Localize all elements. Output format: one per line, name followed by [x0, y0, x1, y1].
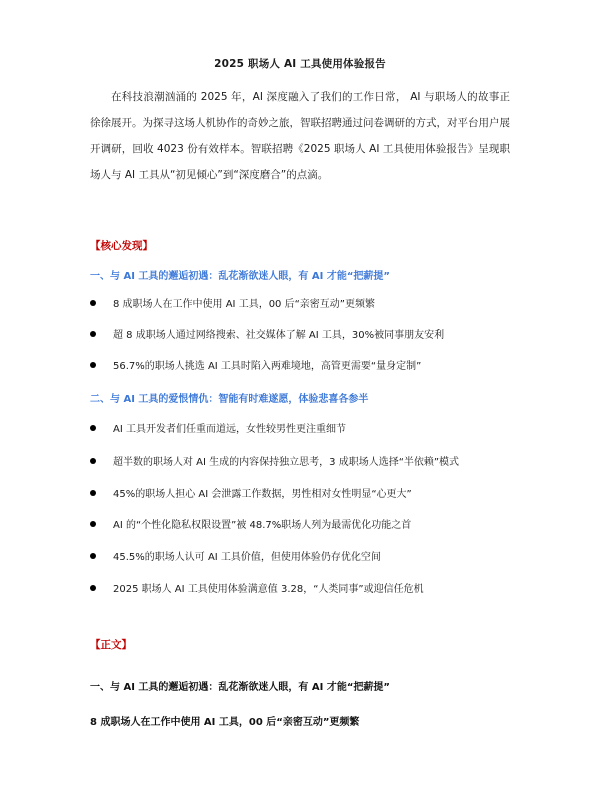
bullet-dot — [90, 425, 96, 431]
list-item-text: 超半数的职场人对 AI 生成的内容保持独立思考，3 成职场人选择“半依赖”模式 — [113, 457, 460, 468]
body-heading: 一、与 AI 工具的邂逅初遇：乱花渐欲迷人眼，有 AI 才能“把薪提” — [90, 682, 390, 693]
list-item-text: AI 的“个性化隐私权限设置”被 48.7%职场人列为最需优化功能之首 — [113, 520, 412, 531]
list-item — [90, 453, 520, 468]
list-item — [90, 295, 520, 310]
list-item-text: 45.5%的职场人认可 AI 工具价值，但使用体验仍存优化空间 — [113, 552, 381, 563]
intro-paragraph: 在科技浪潮汹涌的 2025 年，AI 深度融入了我们的工作日常， AI 与职场人的故事正徐徐展开。为探寻这场人机协作的奇妙之旅，智联招聘通过问卷调研的方式，对平台用户展开调研，回收 4023 份有效样本。智联招聘《2025 职场人 AI 工具使用体验报告》呈现职场人与 AI 工具从“初见倾心”到“深度磨合”的点滴。 — [90, 91, 510, 181]
list-item — [90, 357, 520, 372]
bullet-dot — [90, 585, 96, 591]
list-item-text: AI 工具开发者们任重而道远，女性较男性更注重细节 — [113, 424, 346, 435]
list-item — [90, 420, 520, 435]
core-findings-label: 【核心发现】 — [90, 240, 153, 252]
list-item-text: 56.7%的职场人挑选 AI 工具时陷入两难境地，高管更需要“量身定制” — [113, 361, 422, 372]
list-item — [90, 580, 520, 595]
bullet-dot — [90, 553, 96, 559]
list-item — [90, 485, 520, 500]
list-item-text: 2025 职场人 AI 工具使用体验满意值 3.28，“人类同事”或迎信任危机 — [113, 584, 424, 595]
bullet-dot — [90, 490, 96, 496]
bullet-dot — [90, 331, 96, 337]
body-subheading: 8 成职场人在工作中使用 AI 工具，00 后“亲密互动”更频繁 — [90, 717, 360, 728]
list-item-text: 45%的职场人担心 AI 会泄露工作数据，男性相对女性明显“心更大” — [113, 489, 412, 500]
bullet-dot — [90, 458, 96, 464]
body-label: 【正文】 — [90, 639, 132, 651]
section2-heading: 二、与 AI 工具的爱恨情仇：智能有时难遂愿，体验悲喜各参半 — [90, 394, 369, 405]
list-item-text: 超 8 成职场人通过网络搜索、社交媒体了解 AI 工具，30%被同事朋友安利 — [113, 330, 445, 341]
list-item — [90, 326, 520, 341]
list-item-text: 8 成职场人在工作中使用 AI 工具，00 后“亲密互动”更频繁 — [113, 299, 375, 310]
report-title: 2025 职场人 AI 工具使用体验报告 — [214, 58, 386, 70]
section1-heading: 一、与 AI 工具的邂逅初遇：乱花渐欲迷人眼，有 AI 才能“把薪提” — [90, 271, 390, 282]
list-item — [90, 516, 520, 531]
bullet-dot — [90, 362, 96, 368]
bullet-dot — [90, 300, 96, 306]
list-item — [90, 548, 520, 563]
bullet-dot — [90, 521, 96, 527]
